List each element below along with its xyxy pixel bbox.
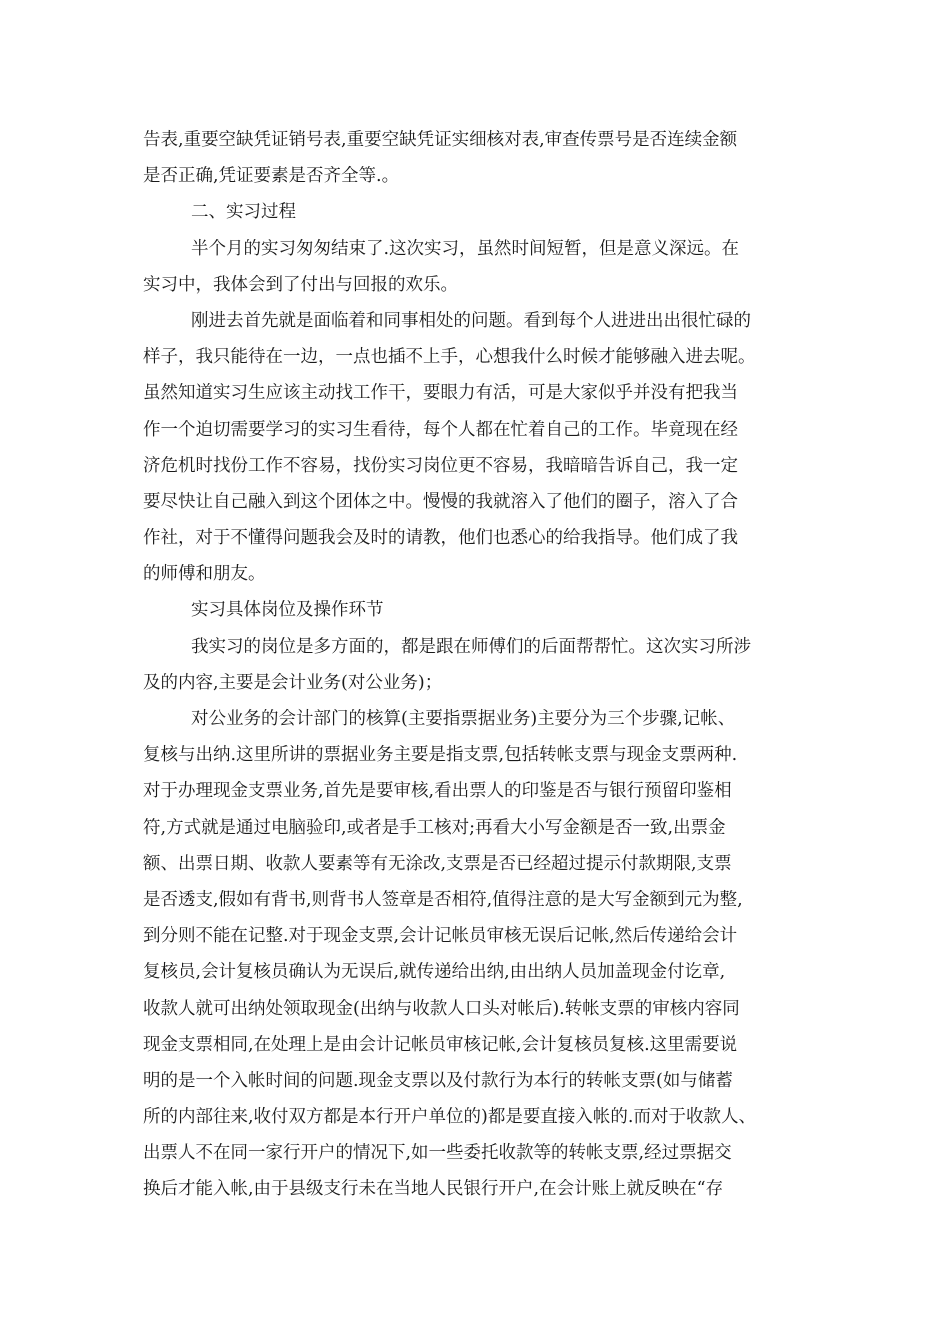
paragraph-start-line: 实习具体岗位及操作环节: [191, 600, 384, 621]
text-line: 符,方式就是通过电脑验印,或者是手工核对;再看大小写金额是否一致,出票金: [143, 817, 726, 838]
text-line: 样子，我只能待在一边，一点也插不上手，心想我什么时候才能够融入进去呢。: [143, 347, 756, 368]
text-line: 复核员,会计复核员确认为无误后,就传递给出纳,由出纳人员加盖现金付讫章,: [143, 962, 726, 983]
paragraph-start-line: 刚进去首先就是面临着和同事相处的问题。看到每个人进进出出很忙碌的: [191, 310, 751, 331]
text-line: 对于办理现金支票业务,首先是要审核,看出票人的印鉴是否与银行预留印鉴相: [143, 781, 732, 802]
paragraph-start-line: 我实习的岗位是多方面的，都是跟在师傅们的后面帮帮忙。这次实习所涉: [191, 636, 751, 657]
text-line: 出票人不在同一家行开户的情况下,如一些委托收款等的转帐支票,经过票据交: [143, 1143, 732, 1164]
paragraph-start-line: 半个月的实习匆匆结束了.这次实习，虽然时间短暂，但是意义深远。在: [191, 238, 740, 259]
paragraph-start-line: 二、实习过程: [191, 202, 296, 223]
text-line: 收款人就可出纳处领取现金(出纳与收款人口头对帐后).转帐支票的审核内容同: [143, 998, 740, 1019]
text-line: 虽然知道实习生应该主动找工作干，要眼力有活，可是大家似乎并没有把我当: [143, 383, 738, 404]
text-line: 济危机时找份工作不容易，找份实习岗位更不容易，我暗暗告诉自己，我一定: [143, 455, 738, 476]
text-line: 作一个迫切需要学习的实习生看待，每个人都在忙着自己的工作。毕竟现在经: [143, 419, 738, 440]
text-line: 的师傅和朋友。: [143, 564, 266, 585]
text-line: 实习中，我体会到了付出与回报的欢乐。: [143, 274, 458, 295]
text-line: 明的是一个入帐时间的问题.现金支票以及付款行为本行的转帐支票(如与储蓄: [143, 1070, 733, 1091]
text-line: 要尽快让自己融入到这个团体之中。慢慢的我就溶入了他们的圈子，溶入了合: [143, 491, 738, 512]
text-line: 是否透支,假如有背书,则背书人签章是否相符,值得注意的是大写金额到元为整,: [143, 889, 743, 910]
text-line: 及的内容,主要是会计业务(对公业务)；: [143, 672, 443, 693]
text-line: 额、出票日期、收款人要素等有无涂改,支票是否已经超过提示付款期限,支票: [143, 853, 732, 874]
text-line: 告表,重要空缺凭证销号表,重要空缺凭证实细核对表,审查传票号是否连续金额: [143, 130, 738, 150]
text-line: 现金支票相同,在处理上是由会计记帐员审核记帐,会计复核员复核.这里需要说: [143, 1034, 738, 1055]
paragraph-start-line: 对公业务的会计部门的核算(主要指票据业务)主要分为三个步骤,记帐、: [191, 709, 736, 729]
text-line: 所的内部往来,收付双方都是本行开户单位的)都是要直接入帐的.而对于收款人、: [143, 1107, 756, 1128]
text-line: 到分则不能在记整.对于现金支票,会计记帐员审核无误后记帐,然后传递给会计: [143, 926, 738, 947]
body-text: [143, 122, 813, 1208]
text-line: 复核与出纳.这里所讲的票据业务主要是指支票,包括转帐支票与现金支票两种.: [143, 745, 738, 766]
text-line: 作社，对于不懂得问题我会及时的请教，他们也悉心的给我指导。他们成了我: [143, 528, 738, 549]
text-line: 换后才能入帐,由于县级支行未在当地人民银行开户,在会计账上就反映在“存: [143, 1179, 724, 1200]
text-line: 是否正确,凭证要素是否齐全等.。: [143, 166, 400, 187]
